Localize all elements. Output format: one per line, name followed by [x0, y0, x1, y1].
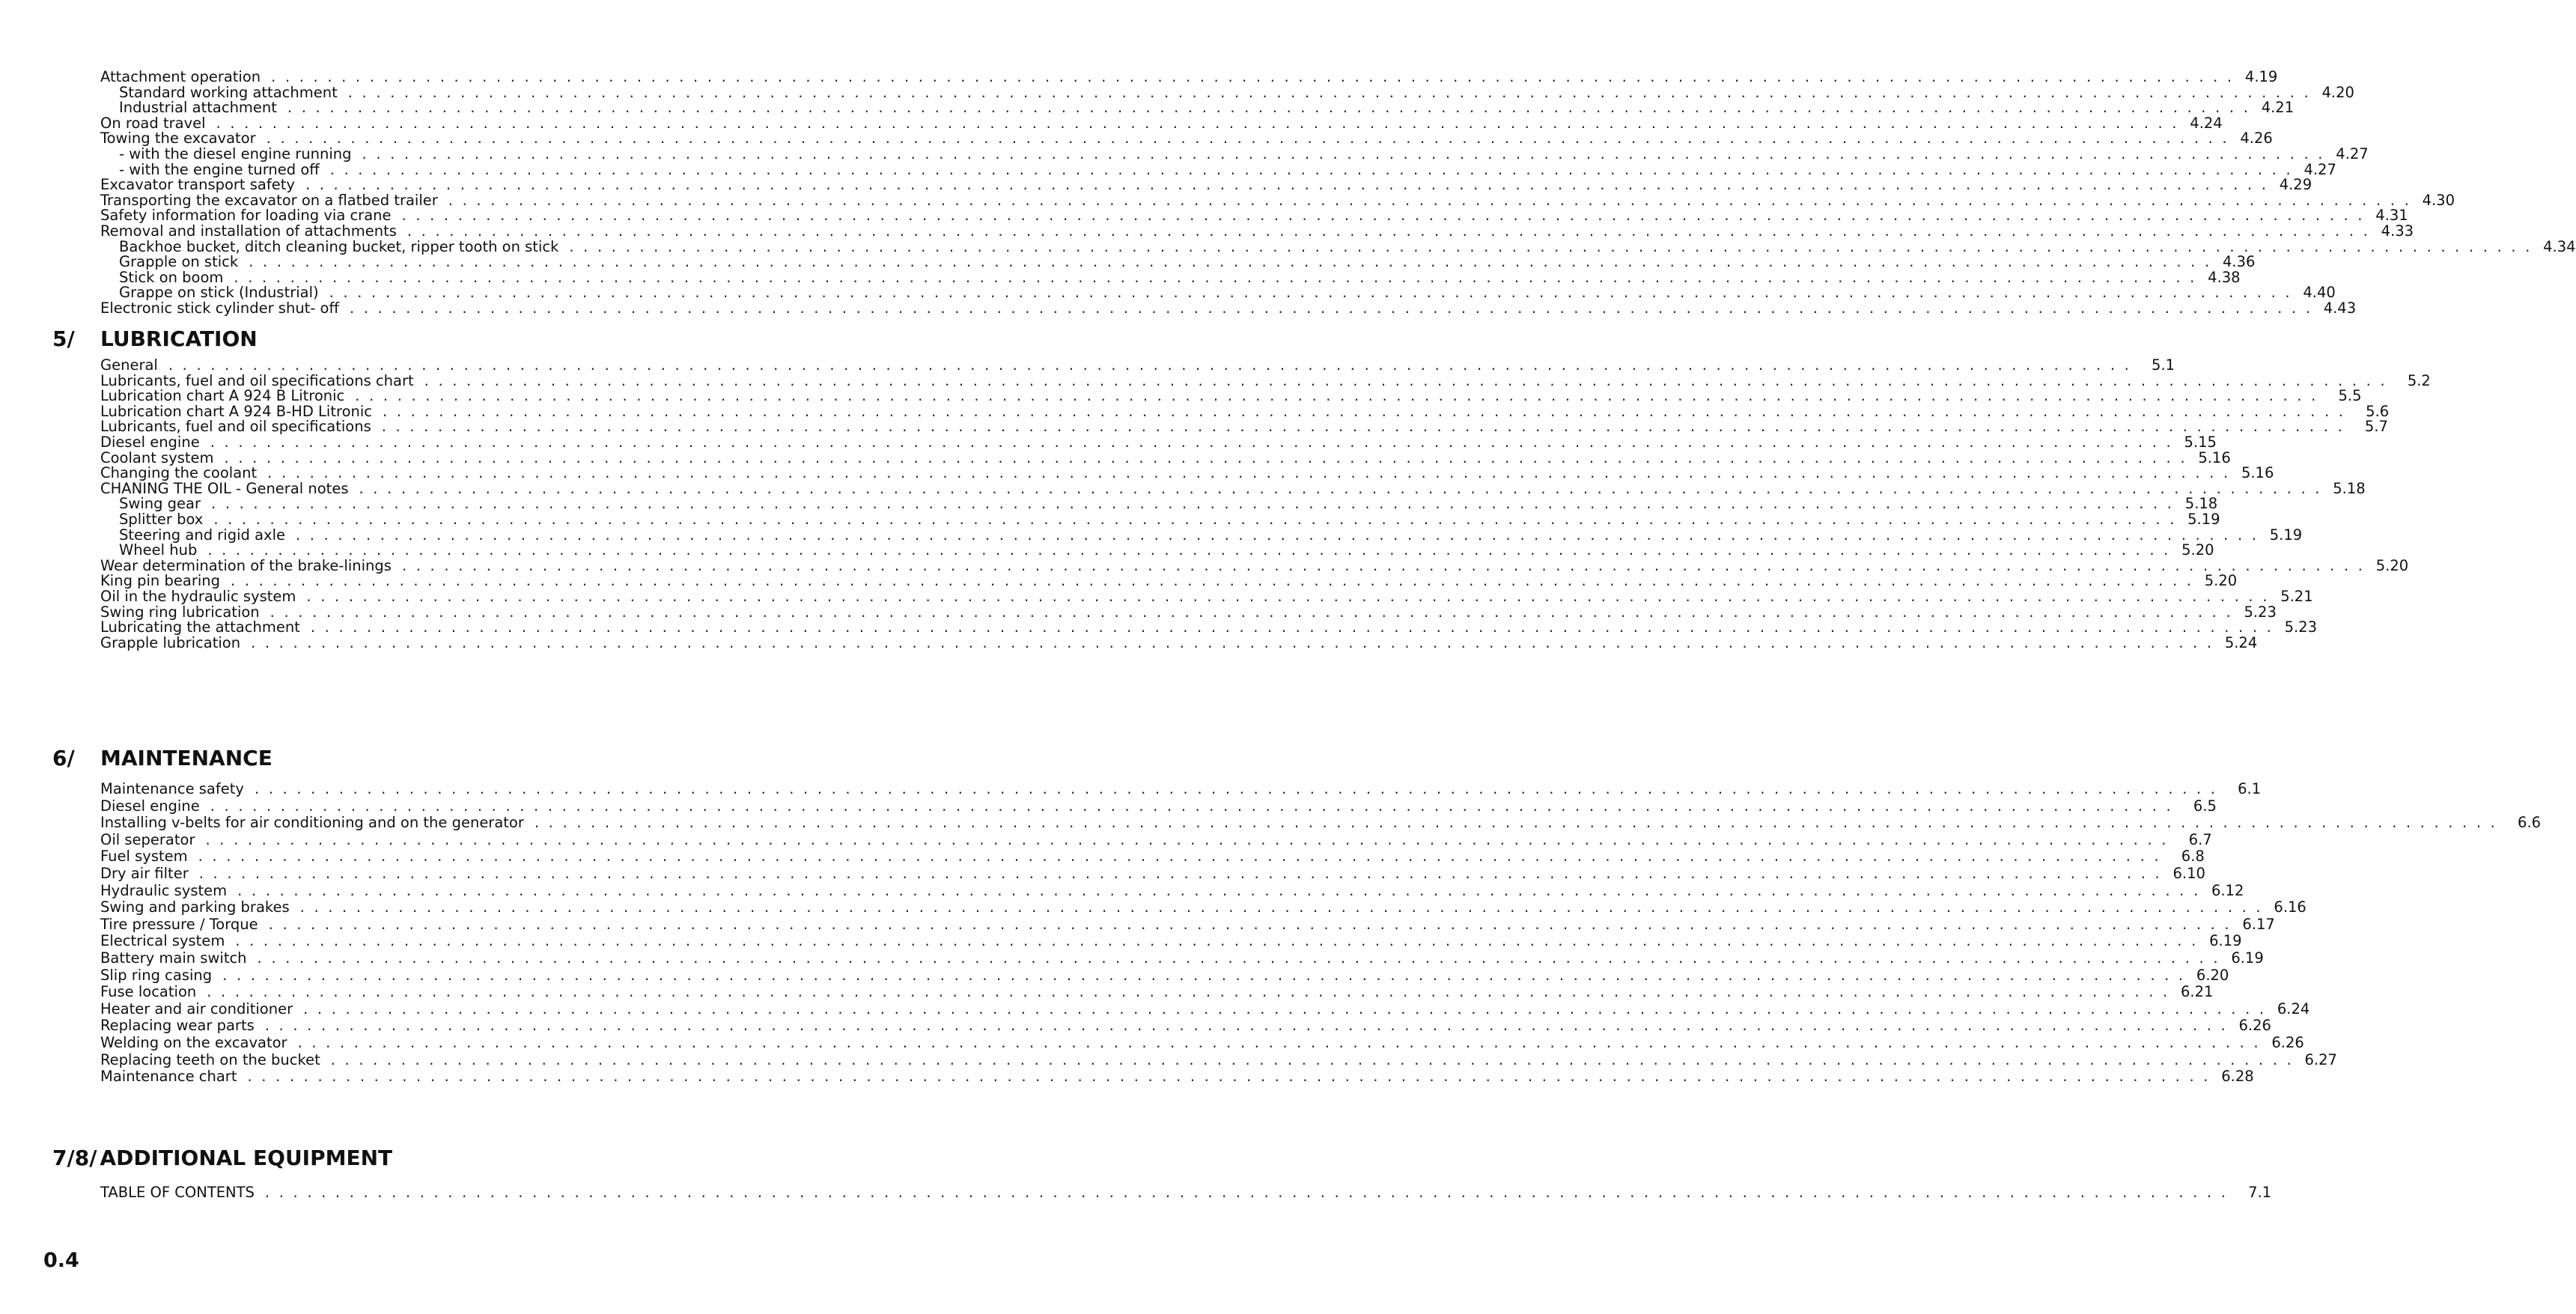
- toc-entry-page: 4.38: [2208, 268, 2241, 286]
- toc-entry-title: Lubricating the attachment: [100, 618, 300, 636]
- dot-leader: . . . . . . . . . . . . . . . . . . . . . . . . . . . . . . . . . . . . . . . . . . . . . . . . . . . . . . . . . . . . . . . . . . . . . . . . . . . . . . . . . . . . . . . . . . . . . . . . . . . . . . . . . . . . . . . . . . . . . . . . . . . . . . . . . . . . . . . . . . . .: [237, 881, 2201, 899]
- toc-entry: [100, 915, 2275, 934]
- toc-entry-page: 6.7: [2188, 830, 2212, 848]
- toc-entry-title: Electronic stick cylinder shut- off: [100, 299, 339, 317]
- toc-entry-page: 4.19: [2244, 68, 2278, 85]
- toc-additional-equipment-list: [100, 1184, 2272, 1201]
- toc-entry: [100, 284, 2336, 302]
- toc-entry-title: CHANING THE OIL - General notes: [100, 479, 349, 497]
- toc-entry: [100, 983, 2214, 1001]
- toc-entry: [100, 510, 2220, 528]
- toc-entry: [100, 932, 2242, 950]
- dot-leader: . . . . . . . . . . . . . . . . . . . . . . . . . . . . . . . . . . . . . . . . . . . . . . . . . . . . . . . . . . . . . . . . . . . . . . . . . . . . . . . . . . . . . . . . . . . . . . . . . . . . . . . . . . . . . . . . . . . . . . . . . . . . . . . . . . . . . . . . . . . .: [359, 479, 2322, 497]
- dot-leader: . . . . . . . . . . . . . . . . . . . . . . . . . . . . . . . . . . . . . . . . . . . . . . . . . . . . . . . . . . . . . . . . . . . . . . . . . . . . . . . . . . . . . . . . . . . . . . . . . . . . . . . . . . . . . . . . . . . . . . . . . . . . . . . . . . . . . . . . . . . .: [210, 797, 2173, 815]
- toc-entry-title: Lubricants, fuel and oil specifications chart: [100, 371, 414, 389]
- dot-leader: . . . . . . . . . . . . . . . . . . . . . . . . . . . . . . . . . . . . . . . . . . . . . . . . . . . . . . . . . . . . . . . . . . . . . . . . . . . . . . . . . . . . . . . . . . . . . . . . . . . . . . . . . . . . . . . . . . . . . . . . . . . . . . . . . . . . . . . . . . . .: [306, 587, 2270, 605]
- toc-entry: [100, 780, 2262, 798]
- toc-entry-title: Installing v-belts for air conditioning and on the generator: [100, 814, 524, 832]
- toc-entry: [100, 556, 2409, 574]
- dot-leader: . . . . . . . . . . . . . . . . . . . . . . . . . . . . . . . . . . . . . . . . . . . . . . . . . . . . . . . . . . . . . . . . . . . . . . . . . . . . . . . . . . . . . . . . . . . . . . . . . . . . . . . . . . . . . . . . . . . . . . . . . . . . . . . . . . . . . . . . . . . .: [257, 949, 2220, 967]
- toc-entry-title: Lubrication chart A 924 B-HD Litronic: [100, 402, 372, 420]
- dot-leader: . . . . . . . . . . . . . . . . . . . . . . . . . . . . . . . . . . . . . . . . . . . . . . . . . . . . . . . . . . . . . . . . . . . . . . . . . . . . . . . . . . . . . . . . . . . . . . . . . . . . . . . . . . . . . . . . . . . . . . . . . . . . . . . . . . . . . . . . . . . .: [231, 572, 2194, 590]
- dot-leader: . . . . . . . . . . . . . . . . . . . . . . . . . . . . . . . . . . . . . . . . . . . . . . . . . . . . . . . . . . . . . . . . . . . . . . . . . . . . . . . . . . . . . . . . . . . . . . . . . . . . . . . . . . . . . . . . . . . . . . . . . . . . . . . . . . . . . . . . . . . .: [251, 633, 2214, 651]
- toc-entry-page: 6.28: [2221, 1068, 2254, 1086]
- dot-leader: . . . . . . . . . . . . . . . . . . . . . . . . . . . . . . . . . . . . . . . . . . . . . . . . . . . . . . . . . . . . . . . . . . . . . . . . . . . . . . . . . . . . . . . . . . . . . . . . . . . . . . . . . . . . . . . . . . . . . . . . . . . . . . . . . . . . . . . . . . . .: [267, 464, 2231, 482]
- section-number: 6/: [52, 746, 75, 770]
- toc-entry-title: Swing ring lubrication: [100, 603, 260, 621]
- toc-entry-page: 6.5: [2193, 797, 2217, 815]
- toc-entry-page: 5.21: [2280, 587, 2313, 605]
- toc-entry-title: Backhoe bucket, ditch cleaning bucket, ripper tooth on stick: [119, 237, 559, 255]
- toc-entry-page: 4.33: [2381, 222, 2414, 240]
- toc-entry-page: 6.8: [2181, 848, 2205, 866]
- toc-entry-page: 6.26: [2271, 1033, 2304, 1051]
- toc-entry-page: 5.20: [2375, 556, 2409, 574]
- toc-entry-title: Fuel system: [100, 848, 188, 866]
- toc-entry-title: Lubricants, fuel and oil specifications: [100, 418, 371, 436]
- toc-entry: [100, 881, 2244, 900]
- toc-entry-title: Transporting the excavator on a flatbed trailer: [100, 191, 438, 209]
- toc-entry-title: Safety information for loading via crane: [100, 207, 392, 225]
- toc-entry: [100, 130, 2273, 147]
- toc-entry-title: Battery main switch: [100, 949, 247, 967]
- toc-entry-page: 5.20: [2204, 572, 2238, 590]
- toc-entry: [100, 83, 2354, 101]
- toc-entry-title: Electrical system: [100, 932, 225, 950]
- toc-entry-page: 5.23: [2284, 618, 2318, 636]
- toc-entry: [100, 898, 2306, 916]
- toc-entry: [100, 387, 2362, 405]
- toc-entry-page: 5.5: [2338, 387, 2362, 405]
- dot-leader: . . . . . . . . . . . . . . . . . . . . . . . . . . . . . . . . . . . . . . . . . . . . . . . . . . . . . . . . . . . . . . . . . . . . . . . . . . . . . . . . . . . . . . . . . . . . . . . . . . . . . . . . . . . . . . . . . . . . . . . . . . . . . . . . . . . . . . . . . . . .: [310, 618, 2274, 636]
- toc-entry-page: 5.18: [2333, 479, 2366, 497]
- toc-entry-title: Tire pressure / Torque: [100, 915, 258, 933]
- toc-entry-page: 4.27: [2336, 145, 2369, 162]
- toc-entry-title: Grapple on stick: [119, 253, 239, 271]
- toc-entry-title: - with the engine turned off: [119, 160, 320, 178]
- toc-entry: [100, 237, 2576, 255]
- toc-entry: [100, 966, 2229, 985]
- dot-leader: . . . . . . . . . . . . . . . . . . . . . . . . . . . . . . . . . . . . . . . . . . . . . . . . . . . . . . . . . . . . . . . . . . . . . . . . . . . . . . . . . . . . . . . . . . . . . . . . . . . . . . . . . . . . . . . . . . . . . . . . . . . . . . . . . . . . . . . . . . . .: [249, 253, 2212, 271]
- toc-entry: [100, 830, 2212, 849]
- toc-entry-title: Towing the excavator: [100, 130, 256, 147]
- section-title: LUBRICATION: [100, 326, 258, 351]
- toc-entry: [100, 114, 2223, 132]
- toc-entry-title: Splitter box: [119, 510, 204, 528]
- toc-entry-page: 6.27: [2304, 1050, 2337, 1068]
- dot-leader: . . . . . . . . . . . . . . . . . . . . . . . . . . . . . . . . . . . . . . . . . . . . . . . . . . . . . . . . . . . . . . . . . . . . . . . . . . . . . . . . . . . . . . . . . . . . . . . . . . . . . . . . . . . . . . . . . . . . . . . . . . . . . . . . . . . . . . . . . . . .: [271, 68, 2235, 85]
- toc-entry-page: 6.1: [2238, 780, 2262, 797]
- toc-entry: [100, 68, 2278, 85]
- toc-entry-page: 6.24: [2277, 1000, 2310, 1018]
- toc-entry-title: Oil in the hydraulic system: [100, 587, 296, 605]
- toc-entry: [100, 145, 2369, 162]
- toc-entry: [100, 371, 2431, 389]
- dot-leader: . . . . . . . . . . . . . . . . . . . . . . . . . . . . . . . . . . . . . . . . . . . . . . . . . . . . . . . . . . . . . . . . . . . . . . . . . . . . . . . . . . . . . . . . . . . . . . . . . . . . . . . . . . . . . . . . . . . . . . . . . . . . . . . . . . . . . . . . . . . .: [362, 145, 2325, 162]
- toc-entry: [100, 402, 2390, 420]
- toc-entry-title: Fuse location: [100, 983, 197, 1001]
- toc-entry: [100, 207, 2408, 225]
- dot-leader: . . . . . . . . . . . . . . . . . . . . . . . . . . . . . . . . . . . . . . . . . . . . . . . . . . . . . . . . . . . . . . . . . . . . . . . . . . . . . . . . . . . . . . . . . . . . . . . . . . . . . . . . . . . . . . . . . . . . . . . . . . . . . . . . . . . . . . . . . . . .: [264, 1184, 2229, 1201]
- dot-leader: . . . . . . . . . . . . . . . . . . . . . . . . . . . . . . . . . . . . . . . . . . . . . . . . . . . . . . . . . . . . . . . . . . . . . . . . . . . . . . . . . . . . . . . . . . . . . . . . . . . . . . . . . . . . . . . . . . . . . . . . . . . . . . . . . . . . . . . . . . . .: [270, 603, 2233, 621]
- toc-entry-title: Attachment operation: [100, 68, 261, 85]
- dot-leader: . . . . . . . . . . . . . . . . . . . . . . . . . . . . . . . . . . . . . . . . . . . . . . . . . . . . . . . . . . . . . . . . . . . . . . . . . . . . . . . . . . . . . . . . . . . . . . . . . . . . . . . . . . . . . . . . . . . . . . . . . . . . . . . . . . . . . . . . . . . .: [381, 418, 2345, 436]
- toc-entry-title: Stick on boom: [119, 268, 224, 286]
- toc-entry-page: 6.21: [2181, 983, 2214, 1001]
- dot-leader: . . . . . . . . . . . . . . . . . . . . . . . . . . . . . . . . . . . . . . . . . . . . . . . . . . . . . . . . . . . . . . . . . . . . . . . . . . . . . . . . . . . . . . . . . . . . . . . . . . . . . . . . . . . . . . . . . . . . . . . . . . . . . . . . . . . . . . . . . . . .: [210, 433, 2173, 451]
- toc-entry-title: Diesel engine: [100, 797, 200, 815]
- dot-leader: . . . . . . . . . . . . . . . . . . . . . . . . . . . . . . . . . . . . . . . . . . . . . . . . . . . . . . . . . . . . . . . . . . . . . . . . . . . . . . . . . . . . . . . . . . . . . . . . . . . . . . . . . . . . . . . . . . . . . . . . . . . . . . . . . . . . . . . . . . . .: [569, 237, 2533, 255]
- toc-entry: [100, 541, 2214, 559]
- toc-entry-page: 7.1: [2248, 1184, 2272, 1201]
- toc-entry: [100, 603, 2277, 621]
- toc-entry: [100, 222, 2414, 240]
- toc-entry-page: 4.31: [2375, 207, 2408, 225]
- toc-entry: [100, 464, 2274, 482]
- toc-entry-title: Standard working attachment: [119, 83, 338, 101]
- toc-entry-title: Swing and parking brakes: [100, 898, 290, 916]
- dot-leader: . . . . . . . . . . . . . . . . . . . . . . . . . . . . . . . . . . . . . . . . . . . . . . . . . . . . . . . . . . . . . . . . . . . . . . . . . . . . . . . . . . . . . . . . . . . . . . . . . . . . . . . . . . . . . . . . . . . . . . . . . . . . . . . . . . . . . . . . . . . .: [401, 556, 2366, 574]
- dot-leader: . . . . . . . . . . . . . . . . . . . . . . . . . . . . . . . . . . . . . . . . . . . . . . . . . . . . . . . . . . . . . . . . . . . . . . . . . . . . . . . . . . . . . . . . . . . . . . . . . . . . . . . . . . . . . . . . . . . . . . . . . . . . . . . . . . . . . . . . . . . .: [198, 864, 2162, 882]
- toc-entry-page: 6.19: [2209, 932, 2242, 950]
- toc-entry-page: 4.40: [2303, 284, 2336, 302]
- toc-entry-title: Grapple lubrication: [100, 633, 241, 651]
- toc-entry-title: TABLE OF CONTENTS: [100, 1184, 255, 1201]
- dot-leader: . . . . . . . . . . . . . . . . . . . . . . . . . . . . . . . . . . . . . . . . . . . . . . . . . . . . . . . . . . . . . . . . . . . . . . . . . . . . . . . . . . . . . . . . . . . . . . . . . . . . . . . . . . . . . . . . . . . . . . . . . . . . . . . . . . . . . . . . . . . .: [329, 284, 2292, 302]
- toc-entry-title: Slip ring casing: [100, 966, 213, 984]
- toc-entry: [100, 633, 2258, 651]
- dot-leader: . . . . . . . . . . . . . . . . . . . . . . . . . . . . . . . . . . . . . . . . . . . . . . . . . . . . . . . . . . . . . . . . . . . . . . . . . . . . . . . . . . . . . . . . . . . . . . . . . . . . . . . . . . . . . . . . . . . . . . . . . . . . . . . . . . . . . . . . . . . .: [207, 983, 2170, 1001]
- section-number: 5/: [52, 326, 75, 351]
- dot-leader: . . . . . . . . . . . . . . . . . . . . . . . . . . . . . . . . . . . . . . . . . . . . . . . . . . . . . . . . . . . . . . . . . . . . . . . . . . . . . . . . . . . . . . . . . . . . . . . . . . . . . . . . . . . . . . . . . . . . . . . . . . . . . . . . . . . . . . . . . . . .: [287, 99, 2251, 117]
- toc-entry-title: Wheel hub: [119, 541, 198, 559]
- toc-entry: [100, 495, 2218, 513]
- dot-leader: . . . . . . . . . . . . . . . . . . . . . . . . . . . . . . . . . . . . . . . . . . . . . . . . . . . . . . . . . . . . . . . . . . . . . . . . . . . . . . . . . . . . . . . . . . . . . . . . . . . . . . . . . . . . . . . . . . . . . . . . . . . . . . . . . . . . . . . . . . . .: [264, 1017, 2228, 1035]
- toc-entry-title: Diesel engine: [100, 433, 200, 451]
- toc-entry-page: 5.16: [2241, 464, 2274, 482]
- toc-entry: [100, 356, 2175, 374]
- toc-entry: [100, 814, 2542, 832]
- section-number: 7/8/: [52, 1146, 97, 1170]
- toc-entry-page: 5.23: [2244, 603, 2277, 621]
- toc-entry: [100, 268, 2241, 286]
- page-number: 0.4: [43, 1249, 79, 1272]
- toc-entry-page: 5.2: [2407, 371, 2431, 389]
- toc-entry-page: 4.34: [2543, 237, 2576, 255]
- dot-leader: . . . . . . . . . . . . . . . . . . . . . . . . . . . . . . . . . . . . . . . . . . . . . . . . . . . . . . . . . . . . . . . . . . . . . . . . . . . . . . . . . . . . . . . . . . . . . . . . . . . . . . . . . . . . . . . . . . . . . . . . . . . . . . . . . . . . . . . . . . . .: [247, 1068, 2211, 1086]
- dot-leader: . . . . . . . . . . . . . . . . . . . . . . . . . . . . . . . . . . . . . . . . . . . . . . . . . . . . . . . . . . . . . . . . . . . . . . . . . . . . . . . . . . . . . . . . . . . . . . . . . . . . . . . . . . . . . . . . . . . . . . . . . . . . . . . . . . . . . . . . . . . .: [211, 495, 2175, 513]
- toc-entry-page: 5.16: [2198, 448, 2231, 466]
- toc-entry: [100, 191, 2455, 209]
- toc-entry: [100, 448, 2231, 466]
- toc-entry-page: 6.19: [2231, 949, 2264, 967]
- dot-leader: . . . . . . . . . . . . . . . . . . . . . . . . . . . . . . . . . . . . . . . . . . . . . . . . . . . . . . . . . . . . . . . . . . . . . . . . . . . . . . . . . . . . . . . . . . . . . . . . . . . . . . . . . . . . . . . . . . . . . . . . . . . . . . . . . . . . . . . . . . . .: [349, 299, 2313, 317]
- dot-leader: . . . . . . . . . . . . . . . . . . . . . . . . . . . . . . . . . . . . . . . . . . . . . . . . . . . . . . . . . . . . . . . . . . . . . . . . . . . . . . . . . . . . . . . . . . . . . . . . . . . . . . . . . . . . . . . . . . . . . . . . . . . . . . . . . . . . . . . . . . . .: [401, 207, 2365, 225]
- toc-entry-page: 4.21: [2261, 99, 2295, 117]
- dot-leader: . . . . . . . . . . . . . . . . . . . . . . . . . . . . . . . . . . . . . . . . . . . . . . . . . . . . . . . . . . . . . . . . . . . . . . . . . . . . . . . . . . . . . . . . . . . . . . . . . . . . . . . . . . . . . . . . . . . . . . . . . . . . . . . . . . . . . . . . . . . .: [254, 780, 2218, 797]
- toc-entry-title: Maintenance chart: [100, 1068, 237, 1086]
- dot-leader: . . . . . . . . . . . . . . . . . . . . . . . . . . . . . . . . . . . . . . . . . . . . . . . . . . . . . . . . . . . . . . . . . . . . . . . . . . . . . . . . . . . . . . . . . . . . . . . . . . . . . . . . . . . . . . . . . . . . . . . . . . . . . . . . . . . . . . . . . . . .: [295, 526, 2259, 544]
- toc-entry: [100, 1050, 2337, 1069]
- toc-entry-page: 4.20: [2321, 83, 2354, 101]
- toc-entry: [100, 99, 2295, 117]
- toc-entry-page: 6.17: [2242, 915, 2275, 933]
- toc-entry: [100, 1068, 2254, 1086]
- toc-entry-page: 5.20: [2181, 541, 2214, 559]
- section-heading-maintenance: [52, 743, 272, 773]
- dot-leader: . . . . . . . . . . . . . . . . . . . . . . . . . . . . . . . . . . . . . . . . . . . . . . . . . . . . . . . . . . . . . . . . . . . . . . . . . . . . . . . . . . . . . . . . . . . . . . . . . . . . . . . . . . . . . . . . . . . . . . . . . . . . . . . . . . . . . . . . . . . .: [224, 448, 2187, 466]
- toc-entry-title: Excavator transport safety: [100, 176, 295, 194]
- toc-entry-page: 4.36: [2222, 253, 2256, 271]
- toc-entry-title: Removal and installation of attachments: [100, 222, 397, 240]
- dot-leader: . . . . . . . . . . . . . . . . . . . . . . . . . . . . . . . . . . . . . . . . . . . . . . . . . . . . . . . . . . . . . . . . . . . . . . . . . . . . . . . . . . . . . . . . . . . . . . . . . . . . . . . . . . . . . . . . . . . . . . . . . . . . . . . . . . . . . . . . . . . .: [305, 176, 2269, 194]
- toc-entry-title: Lubrication chart A 924 B Litronic: [100, 387, 345, 405]
- toc-entry: [100, 253, 2256, 271]
- toc-entry-page: 4.43: [2323, 299, 2357, 317]
- toc-entry-title: Replacing teeth on the bucket: [100, 1050, 320, 1068]
- dot-leader: . . . . . . . . . . . . . . . . . . . . . . . . . . . . . . . . . . . . . . . . . . . . . . . . . . . . . . . . . . . . . . . . . . . . . . . . . . . . . . . . . . . . . . . . . . . . . . . . . . . . . . . . . . . . . . . . . . . . . . . . . . . . . . . . . . . . . . . . . . . .: [198, 848, 2161, 866]
- dot-leader: . . . . . . . . . . . . . . . . . . . . . . . . . . . . . . . . . . . . . . . . . . . . . . . . . . . . . . . . . . . . . . . . . . . . . . . . . . . . . . . . . . . . . . . . . . . . . . . . . . . . . . . . . . . . . . . . . . . . . . . . . . . . . . . . . . . . . . . . . . . .: [383, 402, 2346, 420]
- toc-entry-title: General: [100, 356, 158, 374]
- dot-leader: . . . . . . . . . . . . . . . . . . . . . . . . . . . . . . . . . . . . . . . . . . . . . . . . . . . . . . . . . . . . . . . . . . . . . . . . . . . . . . . . . . . . . . . . . . . . . . . . . . . . . . . . . . . . . . . . . . . . . . . . . . . . . . . . . . . . . . . . . . . .: [266, 130, 2229, 147]
- toc-entry-title: Hydraulic system: [100, 881, 228, 899]
- toc-entry: [100, 1000, 2310, 1018]
- toc-entry-page: 6.20: [2196, 966, 2229, 984]
- toc-entry: [100, 1184, 2272, 1201]
- toc-entry: [100, 160, 2336, 178]
- toc-entry: [100, 526, 2303, 544]
- toc-entry-title: Industrial attachment: [119, 99, 277, 117]
- toc-entry-page: 6.16: [2274, 898, 2306, 916]
- dot-leader: . . . . . . . . . . . . . . . . . . . . . . . . . . . . . . . . . . . . . . . . . . . . . . . . . . . . . . . . . . . . . . . . . . . . . . . . . . . . . . . . . . . . . . . . . . . . . . . . . . . . . . . . . . . . . . . . . . . . . . . . . . . . . . . . . . . . . . . . . . . .: [205, 830, 2169, 848]
- toc-intro-list: [100, 68, 2576, 317]
- toc-entry: [100, 433, 2217, 451]
- toc-entry: [100, 618, 2318, 636]
- toc-entry-title: Dry air filter: [100, 864, 189, 882]
- toc-entry: [100, 176, 2312, 194]
- toc-entry-page: 5.1: [2152, 356, 2175, 374]
- toc-entry-page: 4.27: [2304, 160, 2336, 178]
- toc-entry-title: Welding on the excavator: [100, 1033, 287, 1051]
- toc-entry: [100, 848, 2205, 866]
- dot-leader: . . . . . . . . . . . . . . . . . . . . . . . . . . . . . . . . . . . . . . . . . . . . . . . . . . . . . . . . . . . . . . . . . . . . . . . . . . . . . . . . . . . . . . . . . . . . . . . . . . . . . . . . . . . . . . . . . . . . . . . . . . . . . . . . . . . . . . . . . . . .: [268, 915, 2232, 933]
- dot-leader: . . . . . . . . . . . . . . . . . . . . . . . . . . . . . . . . . . . . . . . . . . . . . . . . . . . . . . . . . . . . . . . . . . . . . . . . . . . . . . . . . . . . . . . . . . . . . . . . . . . . . . . . . . . . . . . . . . . . . . . . . . . . . . . . . . . . . . . . . . . .: [448, 191, 2411, 209]
- toc-lubrication-list: [100, 356, 2431, 651]
- toc-entry-page: 5.15: [2184, 433, 2217, 451]
- toc-entry: [100, 1033, 2304, 1052]
- toc-entry-title: Swing gear: [119, 495, 201, 513]
- dot-leader: . . . . . . . . . . . . . . . . . . . . . . . . . . . . . . . . . . . . . . . . . . . . . . . . . . . . . . . . . . . . . . . . . . . . . . . . . . . . . . . . . . . . . . . . . . . . . . . . . . . . . . . . . . . . . . . . . . . . . . . . . . . . . . . . . . . . . . . . . . . .: [222, 966, 2186, 984]
- dot-leader: . . . . . . . . . . . . . . . . . . . . . . . . . . . . . . . . . . . . . . . . . . . . . . . . . . . . . . . . . . . . . . . . . . . . . . . . . . . . . . . . . . . . . . . . . . . . . . . . . . . . . . . . . . . . . . . . . . . . . . . . . . . . . . . . . . . . . . . . . . . .: [424, 371, 2387, 389]
- toc-entry: [100, 572, 2238, 590]
- toc-entry: [100, 299, 2357, 317]
- dot-leader: . . . . . . . . . . . . . . . . . . . . . . . . . . . . . . . . . . . . . . . . . . . . . . . . . . . . . . . . . . . . . . . . . . . . . . . . . . . . . . . . . . . . . . . . . . . . . . . . . . . . . . . . . . . . . . . . . . . . . . . . . . . . . . . . . . . . . . . . . . . .: [207, 541, 2171, 559]
- toc-entry: [100, 418, 2388, 436]
- toc-entry-page: 4.24: [2190, 114, 2223, 132]
- dot-leader: . . . . . . . . . . . . . . . . . . . . . . . . . . . . . . . . . . . . . . . . . . . . . . . . . . . . . . . . . . . . . . . . . . . . . . . . . . . . . . . . . . . . . . . . . . . . . . . . . . . . . . . . . . . . . . . . . . . . . . . . . . . . . . . . . . . . . . . . . . . .: [299, 898, 2263, 916]
- toc-entry-page: 6.6: [2518, 814, 2542, 832]
- toc-entry-page: 5.18: [2184, 495, 2218, 513]
- section-heading-additional-equipment: [52, 1143, 392, 1173]
- dot-leader: . . . . . . . . . . . . . . . . . . . . . . . . . . . . . . . . . . . . . . . . . . . . . . . . . . . . . . . . . . . . . . . . . . . . . . . . . . . . . . . . . . . . . . . . . . . . . . . . . . . . . . . . . . . . . . . . . . . . . . . . . . . . . . . . . . . . . . . . . . . .: [297, 1033, 2261, 1051]
- toc-entry-page: 5.24: [2224, 633, 2258, 651]
- dot-leader: . . . . . . . . . . . . . . . . . . . . . . . . . . . . . . . . . . . . . . . . . . . . . . . . . . . . . . . . . . . . . . . . . . . . . . . . . . . . . . . . . . . . . . . . . . . . . . . . . . . . . . . . . . . . . . . . . . . . . . . . . . . . . . . . . . . . . . . . . . . .: [234, 268, 2197, 286]
- section-heading-lubrication: [52, 324, 258, 354]
- toc-entry: [100, 797, 2217, 815]
- toc-entry-page: 6.26: [2238, 1017, 2271, 1035]
- toc-entry-page: 6.12: [2211, 881, 2244, 899]
- dot-leader: . . . . . . . . . . . . . . . . . . . . . . . . . . . . . . . . . . . . . . . . . . . . . . . . . . . . . . . . . . . . . . . . . . . . . . . . . . . . . . . . . . . . . . . . . . . . . . . . . . . . . . . . . . . . . . . . . . . . . . . . . . . . . . . . . . . . . . . . . . . .: [216, 114, 2179, 132]
- dot-leader: . . . . . . . . . . . . . . . . . . . . . . . . . . . . . . . . . . . . . . . . . . . . . . . . . . . . . . . . . . . . . . . . . . . . . . . . . . . . . . . . . . . . . . . . . . . . . . . . . . . . . . . . . . . . . . . . . . . . . . . . . . . . . . . . . . . . . . . . . . . .: [303, 1000, 2267, 1018]
- toc-entry: [100, 587, 2313, 605]
- dot-leader: . . . . . . . . . . . . . . . . . . . . . . . . . . . . . . . . . . . . . . . . . . . . . . . . . . . . . . . . . . . . . . . . . . . . . . . . . . . . . . . . . . . . . . . . . . . . . . . . . . . . . . . . . . . . . . . . . . . . . . . . . . . . . . . . . . . . . . . . . . . .: [235, 932, 2199, 950]
- section-title: ADDITIONAL EQUIPMENT: [100, 1146, 393, 1170]
- toc-entry-title: Maintenance safety: [100, 780, 244, 797]
- section-title: MAINTENANCE: [100, 746, 272, 770]
- toc-maintenance-list: [100, 780, 2542, 1086]
- toc-entry-title: Coolant system: [100, 448, 214, 466]
- toc-entry-title: On road travel: [100, 114, 206, 132]
- dot-leader: . . . . . . . . . . . . . . . . . . . . . . . . . . . . . . . . . . . . . . . . . . . . . . . . . . . . . . . . . . . . . . . . . . . . . . . . . . . . . . . . . . . . . . . . . . . . . . . . . . . . . . . . . . . . . . . . . . . . . . . . . . . . . . . . . . . . . . . . . . . .: [534, 814, 2498, 832]
- dot-leader: . . . . . . . . . . . . . . . . . . . . . . . . . . . . . . . . . . . . . . . . . . . . . . . . . . . . . . . . . . . . . . . . . . . . . . . . . . . . . . . . . . . . . . . . . . . . . . . . . . . . . . . . . . . . . . . . . . . . . . . . . . . . . . . . . . . . . . . . . . . .: [355, 387, 2318, 405]
- toc-entry-title: Heater and air conditioner: [100, 1000, 293, 1018]
- toc-entry-title: Oil seperator: [100, 830, 195, 848]
- toc-entry-title: Grappe on stick (Industrial): [119, 284, 319, 302]
- toc-entry-page: 5.19: [2269, 526, 2303, 544]
- toc-entry: [100, 479, 2366, 497]
- dot-leader: . . . . . . . . . . . . . . . . . . . . . . . . . . . . . . . . . . . . . . . . . . . . . . . . . . . . . . . . . . . . . . . . . . . . . . . . . . . . . . . . . . . . . . . . . . . . . . . . . . . . . . . . . . . . . . . . . . . . . . . . . . . . . . . . . . . . . . . . . . . .: [330, 1050, 2294, 1068]
- toc-entry-page: 5.6: [2366, 402, 2390, 420]
- toc-entry-title: - with the diesel engine running: [119, 145, 352, 162]
- toc-entry-title: Wear determination of the brake-linings: [100, 556, 392, 574]
- toc-entry-title: Steering and rigid axle: [119, 526, 285, 544]
- toc-entry-page: 5.19: [2187, 510, 2220, 528]
- dot-leader: . . . . . . . . . . . . . . . . . . . . . . . . . . . . . . . . . . . . . . . . . . . . . . . . . . . . . . . . . . . . . . . . . . . . . . . . . . . . . . . . . . . . . . . . . . . . . . . . . . . . . . . . . . . . . . . . . . . . . . . . . . . . . . . . . . . . . . . . . . . .: [407, 222, 2371, 240]
- toc-entry-title: Replacing wear parts: [100, 1017, 255, 1035]
- dot-leader: . . . . . . . . . . . . . . . . . . . . . . . . . . . . . . . . . . . . . . . . . . . . . . . . . . . . . . . . . . . . . . . . . . . . . . . . . . . . . . . . . . . . . . . . . . . . . . . . . . . . . . . . . . . . . . . . . . . . . . . . . . . . . . . . . . . . . . . . . . . .: [329, 160, 2293, 178]
- dot-leader: . . . . . . . . . . . . . . . . . . . . . . . . . . . . . . . . . . . . . . . . . . . . . . . . . . . . . . . . . . . . . . . . . . . . . . . . . . . . . . . . . . . . . . . . . . . . . . . . . . . . . . . . . . . . . . . . . . . . . . . . . . . . . . . . . . . . . . . . . . . .: [213, 510, 2177, 528]
- dot-leader: . . . . . . . . . . . . . . . . . . . . . . . . . . . . . . . . . . . . . . . . . . . . . . . . . . . . . . . . . . . . . . . . . . . . . . . . . . . . . . . . . . . . . . . . . . . . . . . . . . . . . . . . . . . . . . . . . . . . . . . . . . . . . . . . . . . . . . . . . . . .: [168, 356, 2132, 374]
- toc-entry-title: Changing the coolant: [100, 464, 258, 482]
- toc-entry-page: 5.7: [2364, 418, 2388, 436]
- toc-entry-page: 6.10: [2172, 864, 2205, 882]
- toc-entry: [100, 864, 2205, 883]
- dot-leader: . . . . . . . . . . . . . . . . . . . . . . . . . . . . . . . . . . . . . . . . . . . . . . . . . . . . . . . . . . . . . . . . . . . . . . . . . . . . . . . . . . . . . . . . . . . . . . . . . . . . . . . . . . . . . . . . . . . . . . . . . . . . . . . . . . . . . . . . . . . .: [347, 83, 2311, 101]
- toc-entry: [100, 1017, 2271, 1035]
- toc-entry-page: 4.29: [2279, 176, 2312, 194]
- toc-entry: [100, 949, 2264, 967]
- toc-entry-page: 4.26: [2240, 130, 2273, 147]
- toc-entry-title: King pin bearing: [100, 572, 220, 590]
- toc-entry-page: 4.30: [2422, 191, 2455, 209]
